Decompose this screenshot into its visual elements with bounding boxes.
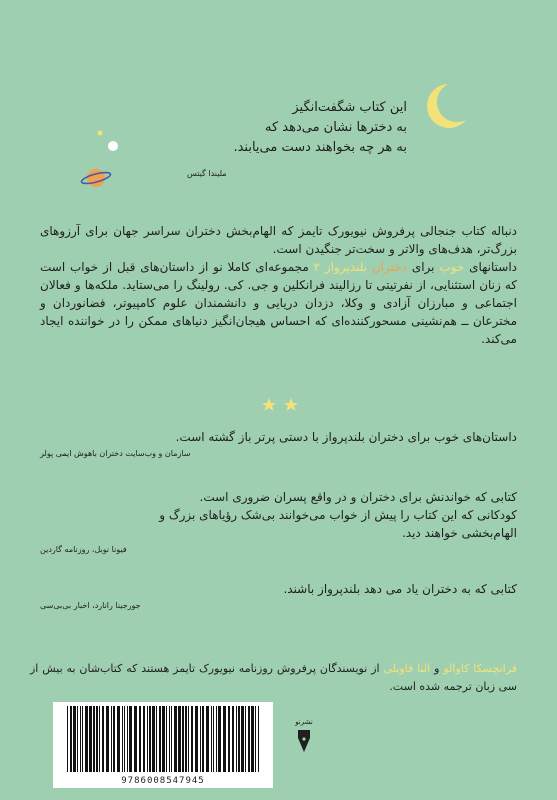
barcode xyxy=(53,702,273,788)
barcode-bar xyxy=(178,706,181,772)
barcode-bar xyxy=(248,706,250,772)
barcode-bar xyxy=(77,706,78,772)
barcode-bar xyxy=(206,706,209,772)
barcode-bar xyxy=(89,706,92,772)
barcode-bar xyxy=(122,706,123,772)
barcode-bar xyxy=(245,706,246,772)
barcode-bar xyxy=(188,706,189,772)
barcode-bar xyxy=(143,706,145,772)
barcode-bar xyxy=(241,706,244,772)
quote-4-attribution: جورجینا رانارد، اخبار بی‌بی‌سی xyxy=(40,601,141,610)
barcode-bar xyxy=(93,706,95,772)
barcode-bar xyxy=(171,706,172,772)
barcode-bar xyxy=(147,706,148,772)
barcode-bar xyxy=(70,706,72,772)
authors-note xyxy=(30,660,517,695)
star-icon xyxy=(262,398,276,411)
barcode-bar xyxy=(102,706,104,772)
highlight-word: خوب xyxy=(439,260,465,274)
quote-2-text: داستان‌های خوب برای دختران بلندپرواز با دستی پرتر باز گشته است. xyxy=(175,430,517,444)
highlight-word: بلندپرواز ۲ xyxy=(313,260,368,274)
quote-2 xyxy=(40,428,517,458)
top-quote-line: به هر چه بخواهند دست می‌یابند. xyxy=(233,140,407,156)
barcode-bar xyxy=(202,706,204,772)
text-segment: مجموعه‌ای کاملا نو از داستان‌های قبل از خواب است که زنان استثنایی، از نفرتیتی تا رزالیند فرانکلین و جی. کی. رولینگ را می‌ستاید. ملکه‌ها و فعالان اجتماعی و مبارزان آزادی و وکلا، دزدان دریایی و دانشمندان علوم کامپیوتر، فضانوردان و مخترعان ــ هم‌نشینی مسحورکننده‌ای که احساس هیجان‌انگیز دنیاهای ممکن را در خواننده ایجاد می‌کند. xyxy=(40,260,517,346)
barcode-bar xyxy=(106,706,109,772)
barcode-bar xyxy=(223,706,226,772)
barcode-bar xyxy=(129,706,132,772)
barcode-bar xyxy=(139,706,141,772)
description-paragraph-1: دنباله کتاب جنجالی پرفروش نیویورک تایمز که الهام‌بخش دختران سراسر جهان برای آرزوهای بزرگ‌تر، هدف‌های والاتر و سخت‌تر جنگیدن است. xyxy=(40,224,517,256)
barcode-bar xyxy=(218,706,221,772)
barcode-bar xyxy=(156,706,157,772)
barcode-bar xyxy=(166,706,167,772)
top-quote-line: به دخترها نشان می‌دهد که xyxy=(264,120,407,136)
barcode-bar xyxy=(152,706,155,772)
pen-nib-icon xyxy=(296,730,312,752)
barcode-bar xyxy=(113,706,115,772)
barcode-bar xyxy=(251,706,254,772)
barcode-bar xyxy=(255,706,256,772)
text-segment: از نویسندگان پرفروش روزنامه نیویورک تایمز هستند که کتاب‌شان به بیش از سی زبان ترجمه شده است. xyxy=(30,662,517,693)
barcode-bar xyxy=(111,706,112,772)
barcode-bar xyxy=(213,706,214,772)
crescent-moon-icon xyxy=(420,80,470,132)
top-quote xyxy=(147,98,407,181)
text-segment: داستانهای xyxy=(469,260,517,274)
barcode-bar xyxy=(73,706,76,772)
publisher-name: نشرنو xyxy=(295,718,313,726)
description xyxy=(40,222,517,348)
star-icon xyxy=(284,398,298,411)
white-planet xyxy=(108,141,118,151)
ringed-planet xyxy=(87,169,105,187)
barcode-bar xyxy=(162,706,165,772)
barcode-bar xyxy=(200,706,201,772)
quote-3 xyxy=(40,488,517,554)
quote-4 xyxy=(40,580,517,610)
barcode-bar xyxy=(211,706,212,772)
barcode-bar xyxy=(228,706,230,772)
barcode-bar xyxy=(191,706,193,772)
barcode-bar xyxy=(216,706,217,772)
barcode-bar xyxy=(169,706,170,772)
small-planet-dot xyxy=(98,131,103,136)
barcode-bar xyxy=(258,706,259,772)
barcode-bar xyxy=(182,706,184,772)
barcode-bar xyxy=(82,706,83,772)
quote-3-line: کودکانی که این کتاب را پیش از خواب می‌خوانند بی‌شک رؤیاهای بزرگ و xyxy=(159,508,517,522)
quote-2-attribution: سازمان و وب‌سایت دختران باهوش ایمی پولر xyxy=(40,449,191,458)
author-name: فرانچسکا کاوالو xyxy=(443,662,518,675)
barcode-bar xyxy=(124,706,125,772)
barcode-bar xyxy=(117,706,120,772)
barcode-bar xyxy=(85,706,88,772)
barcode-bar xyxy=(238,706,240,772)
top-quote-line: این کتاب شگفت‌انگیز xyxy=(292,100,407,115)
barcode-bar xyxy=(96,706,98,772)
barcode-bar xyxy=(134,706,137,772)
barcode-bar xyxy=(67,706,68,772)
description-paragraph-2 xyxy=(40,258,517,348)
barcode-bar xyxy=(195,706,198,772)
barcode-bar xyxy=(236,706,237,772)
top-quote-attribution: ملیندا گیتس xyxy=(187,169,227,179)
barcode-number: 9786008547945 xyxy=(121,776,205,786)
text-segment: برای xyxy=(411,260,435,274)
quote-3-line: کتابی که خواندنش برای دختران و در واقع پسران ضروری است. xyxy=(199,490,517,504)
publisher-logo xyxy=(294,718,314,756)
quote-3-line: الهام‌بخشی خواهند دید. xyxy=(401,526,517,540)
barcode-bar xyxy=(99,706,100,772)
barcode-bar xyxy=(174,706,177,772)
text-segment: و xyxy=(434,662,440,675)
barcode-bars xyxy=(53,706,273,776)
barcode-bar xyxy=(232,706,234,772)
highlight-word: دختران xyxy=(371,260,408,274)
barcode-bar xyxy=(159,706,161,772)
quote-4-text: کتابی که به دختران یاد می دهد بلندپرواز باشند. xyxy=(283,582,517,596)
quote-3-attribution: فیونا نوبل، روزنامه گاردین xyxy=(40,545,127,554)
planets-illustration xyxy=(78,128,128,198)
barcode-bar xyxy=(80,706,81,772)
barcode-bar xyxy=(185,706,187,772)
barcode-bar xyxy=(127,706,128,772)
stars-divider xyxy=(262,398,298,412)
author-name: النا فاویلی xyxy=(383,662,431,675)
barcode-bar xyxy=(149,706,151,772)
